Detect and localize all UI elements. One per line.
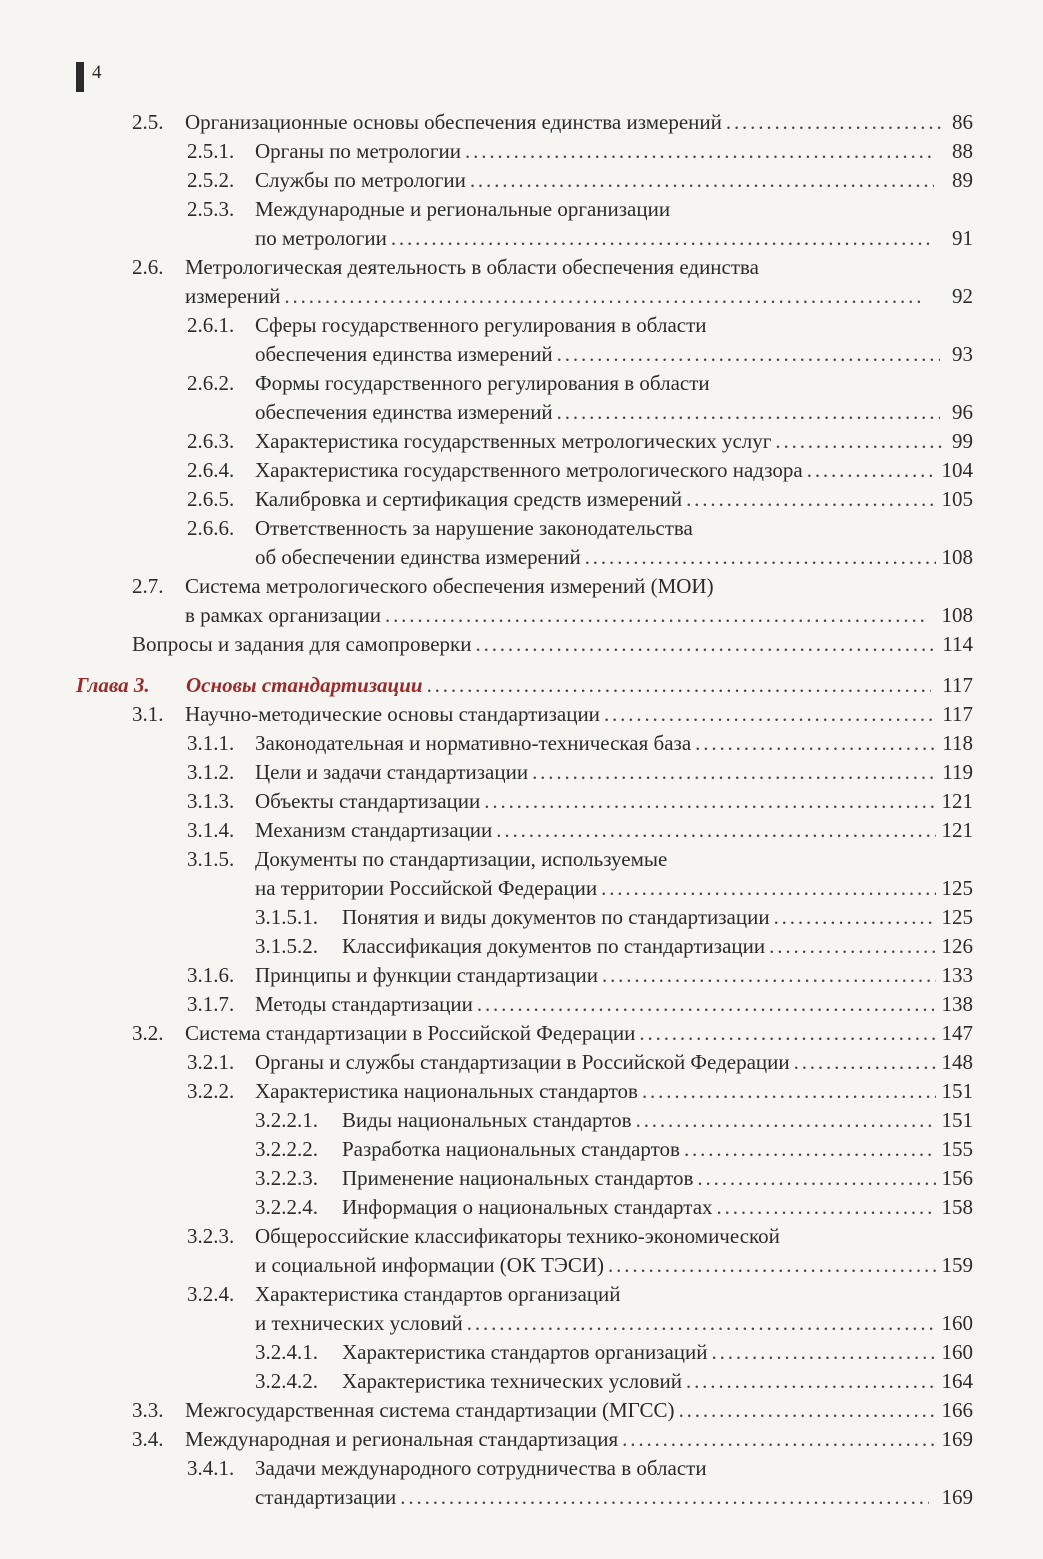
toc-entry-number: 3.2.2. bbox=[187, 1079, 235, 1103]
toc-entry-number: Глава 3. bbox=[76, 673, 150, 697]
dot-leader bbox=[465, 137, 933, 166]
toc-entry[interactable] bbox=[0, 700, 973, 729]
toc-entry-page-number: 155 bbox=[941, 1137, 973, 1161]
dot-leader bbox=[391, 224, 929, 253]
dot-leader bbox=[476, 630, 935, 659]
toc-entry[interactable] bbox=[0, 903, 973, 932]
dot-leader bbox=[484, 787, 935, 816]
dot-leader bbox=[477, 990, 934, 1019]
toc-entry-title-line: Законодательная и нормативно-техническая база bbox=[255, 731, 692, 755]
page-number: 4 bbox=[92, 62, 102, 83]
toc-entry-title-line: Понятия и виды документов по стандартизации bbox=[342, 905, 770, 929]
toc-entry[interactable] bbox=[0, 1077, 973, 1106]
toc-entry-title-line: Характеристика национальных стандартов bbox=[255, 1079, 638, 1103]
toc-entry-number: 3.2.2.2. bbox=[255, 1137, 318, 1161]
toc-entry-number: 3.2.2.3. bbox=[255, 1166, 318, 1190]
dot-leader bbox=[601, 874, 935, 903]
toc-entry-page-number: 121 bbox=[941, 818, 973, 842]
toc-entry[interactable] bbox=[0, 1338, 973, 1367]
dot-leader bbox=[726, 108, 946, 137]
dot-leader bbox=[557, 340, 940, 369]
toc-entry[interactable] bbox=[0, 630, 973, 659]
toc-entry-title-line: по метрологии bbox=[255, 226, 387, 250]
toc-entry-page-number: 169 bbox=[941, 1427, 973, 1451]
toc-entry-page-number: 160 bbox=[941, 1311, 973, 1335]
toc-entry-page-number: 117 bbox=[942, 673, 973, 697]
toc-entry-title-line: измерений bbox=[185, 284, 281, 308]
toc-entry-title-line: Научно-методические основы стандартизации bbox=[185, 702, 600, 726]
dot-leader bbox=[794, 1048, 936, 1077]
toc-entry-page-number: 105 bbox=[941, 487, 973, 511]
toc-entry-title-line: Метрологическая деятельность в области обеспечения единства bbox=[185, 255, 760, 279]
dot-leader bbox=[642, 1077, 936, 1106]
dot-leader bbox=[807, 456, 936, 485]
toc-entry-page-number: 121 bbox=[941, 789, 973, 813]
toc-entry-page-number: 148 bbox=[941, 1050, 973, 1074]
dot-leader bbox=[585, 543, 936, 572]
toc-entry-page-number: 86 bbox=[952, 110, 973, 134]
toc-entry-title-line: стандартизации bbox=[255, 1485, 397, 1509]
toc-entry[interactable] bbox=[0, 1106, 973, 1135]
toc-entry-title-line: Характеристика технических условий bbox=[342, 1369, 682, 1393]
toc-entry-number: 2.5. bbox=[132, 110, 164, 134]
toc-entry-title-line: Задачи международного сотрудничества в области bbox=[255, 1456, 707, 1480]
toc-entry-title-line: Документы по стандартизации, используемые bbox=[255, 847, 668, 871]
dot-leader bbox=[717, 1193, 936, 1222]
toc-entry-number: 3.1.1. bbox=[187, 731, 235, 755]
toc-entry[interactable] bbox=[0, 1425, 973, 1454]
toc-entry-number: 3.2.2.4. bbox=[255, 1195, 318, 1219]
toc-entry-title-line: Характеристика государственного метрологического надзора bbox=[255, 458, 803, 482]
toc-entry-number: 3.2.4.1. bbox=[255, 1340, 318, 1364]
dot-leader bbox=[639, 1019, 935, 1048]
toc-entry-title-line: Ответственность за нарушение законодательства bbox=[255, 516, 693, 540]
toc-entry-page-number: 133 bbox=[941, 963, 973, 987]
toc-entry-number: 3.2.4.2. bbox=[255, 1369, 318, 1393]
toc-entry-title-line: Международные и региональные организации bbox=[255, 197, 671, 221]
toc-entry-number: 2.6.2. bbox=[187, 371, 235, 395]
toc-entry[interactable] bbox=[0, 1396, 973, 1425]
toc-entry[interactable] bbox=[0, 485, 973, 514]
toc-entry[interactable] bbox=[0, 1164, 973, 1193]
toc-entry-number: 3.1.5. bbox=[187, 847, 235, 871]
toc-entry-number: 2.6.1. bbox=[187, 313, 235, 337]
dot-leader bbox=[427, 671, 931, 700]
toc-entry-title-line: Сферы государственного регулирования в области bbox=[255, 313, 707, 337]
toc-entry-title-line: Характеристика стандартов организаций bbox=[255, 1282, 621, 1306]
toc-entry[interactable] bbox=[0, 137, 973, 166]
toc-entry-page-number: 151 bbox=[941, 1079, 973, 1103]
dot-leader bbox=[697, 1164, 935, 1193]
toc-entry-page-number: 166 bbox=[941, 1398, 973, 1422]
toc-entry[interactable] bbox=[0, 758, 973, 787]
table-of-contents bbox=[0, 108, 1043, 1512]
toc-entry-number: 3.1.2. bbox=[187, 760, 235, 784]
dot-leader bbox=[712, 1338, 936, 1367]
toc-entry-title-line: на территории Российской Федерации bbox=[255, 876, 598, 900]
toc-entry[interactable] bbox=[0, 1454, 973, 1512]
toc-entry-page-number: 156 bbox=[941, 1166, 973, 1190]
toc-entry[interactable] bbox=[0, 572, 973, 630]
dot-leader bbox=[557, 398, 940, 427]
toc-entry[interactable] bbox=[0, 1019, 973, 1048]
toc-entry-title-line: об обеспечении единства измерений bbox=[255, 545, 581, 569]
toc-entry[interactable] bbox=[0, 729, 973, 758]
toc-entry-number: 3.1.5.2. bbox=[255, 934, 318, 958]
toc-entry-number: 3.1.4. bbox=[187, 818, 235, 842]
dot-leader bbox=[467, 1309, 934, 1338]
toc-entry-title-line: обеспечения единства измерений bbox=[255, 400, 553, 424]
toc-entry-page-number: 138 bbox=[941, 992, 973, 1016]
toc-entry-title-line: Информация о национальных стандартах bbox=[342, 1195, 713, 1219]
dot-leader bbox=[385, 601, 928, 630]
toc-entry-title-line: Механизм стандартизации bbox=[255, 818, 493, 842]
toc-entry-title-line: Цели и задачи стандартизации bbox=[255, 760, 529, 784]
toc-entry-page-number: 158 bbox=[941, 1195, 973, 1219]
toc-entry-title-line: Система метрологического обеспечения измерений (МОИ) bbox=[185, 574, 714, 598]
toc-entry-number: 2.6.3. bbox=[187, 429, 235, 453]
toc-entry-number: 3.2.3. bbox=[187, 1224, 235, 1248]
toc-entry[interactable] bbox=[0, 514, 973, 572]
toc-entry[interactable] bbox=[0, 1193, 973, 1222]
toc-entry-title-line: и социальной информации (ОК ТЭСИ) bbox=[255, 1253, 605, 1277]
toc-entry-title-line: Калибровка и сертификация средств измерений bbox=[255, 487, 683, 511]
chapter-gap bbox=[0, 659, 1043, 671]
toc-entry-number: 3.1.7. bbox=[187, 992, 235, 1016]
toc-entry-page-number: 164 bbox=[941, 1369, 973, 1393]
dot-leader bbox=[695, 729, 936, 758]
toc-entry-page-number: 108 bbox=[941, 545, 973, 569]
toc-entry-page-number: 147 bbox=[941, 1021, 973, 1045]
dot-leader bbox=[470, 166, 934, 195]
page-marker-bar bbox=[76, 62, 84, 92]
toc-entry-number: 3.2.1. bbox=[187, 1050, 235, 1074]
toc-entry-number: 3.4. bbox=[132, 1427, 164, 1451]
toc-entry[interactable] bbox=[0, 845, 973, 903]
toc-entry-number: 3.4.1. bbox=[187, 1456, 235, 1480]
toc-entry-title-line: Объекты стандартизации bbox=[255, 789, 481, 813]
dot-leader bbox=[636, 1106, 936, 1135]
toc-entry-number: 2.5.1. bbox=[187, 139, 235, 163]
toc-entry[interactable] bbox=[0, 456, 973, 485]
toc-entry[interactable] bbox=[0, 1367, 973, 1396]
toc-entry[interactable] bbox=[0, 1222, 973, 1280]
toc-entry-title-line: Система стандартизации в Российской Федерации bbox=[185, 1021, 636, 1045]
toc-entry-page-number: 159 bbox=[941, 1253, 973, 1277]
toc-entry-number: 3.1.5.1. bbox=[255, 905, 318, 929]
toc-entry[interactable] bbox=[0, 990, 973, 1019]
toc-entry-number: 2.7. bbox=[132, 574, 164, 598]
toc-entry-page-number: 126 bbox=[941, 934, 973, 958]
toc-entry-title-line: Характеристика стандартов организаций bbox=[342, 1340, 708, 1364]
toc-entry-page-number: 99 bbox=[952, 429, 973, 453]
toc-entry-title-line: Виды национальных стандартов bbox=[342, 1108, 632, 1132]
toc-entry-number: 3.3. bbox=[132, 1398, 164, 1422]
toc-entry[interactable] bbox=[0, 1135, 973, 1164]
toc-entry-page-number: 125 bbox=[941, 876, 973, 900]
toc-entry-page-number: 108 bbox=[941, 603, 973, 627]
toc-entry-number: 3.1.6. bbox=[187, 963, 235, 987]
toc-entry-title-line: Международная и региональная стандартизация bbox=[185, 1427, 619, 1451]
toc-entry-title-line: Классификация документов по стандартизации bbox=[342, 934, 766, 958]
toc-entry-number: 2.5.2. bbox=[187, 168, 235, 192]
toc-entry-title-line: в рамках организации bbox=[185, 603, 381, 627]
toc-entry-title-line: и технических условий bbox=[255, 1311, 463, 1335]
toc-entry-page-number: 114 bbox=[942, 632, 973, 656]
toc-entry-page-number: 118 bbox=[942, 731, 973, 755]
toc-entry[interactable] bbox=[0, 108, 973, 137]
toc-entry-number: 3.1. bbox=[132, 702, 164, 726]
dot-leader bbox=[608, 1251, 935, 1280]
dot-leader bbox=[684, 1135, 936, 1164]
toc-entry-page-number: 151 bbox=[941, 1108, 973, 1132]
toc-entry-page-number: 93 bbox=[952, 342, 973, 366]
dot-leader bbox=[622, 1425, 935, 1454]
toc-entry[interactable] bbox=[0, 1048, 973, 1077]
dot-leader bbox=[602, 961, 936, 990]
toc-chapter-entry[interactable] bbox=[0, 671, 973, 700]
toc-entry-number: 3.2.2.1. bbox=[255, 1108, 318, 1132]
toc-entry-title-line: Службы по метрологии bbox=[255, 168, 466, 192]
toc-entry-title-line: Общероссийские классификаторы технико-экономической bbox=[255, 1224, 780, 1248]
toc-entry[interactable] bbox=[0, 816, 973, 845]
toc-entry-page-number: 88 bbox=[952, 139, 973, 163]
toc-entry-title-line: Применение национальных стандартов bbox=[342, 1166, 694, 1190]
dot-leader bbox=[769, 932, 935, 961]
toc-entry-number: 2.6.4. bbox=[187, 458, 235, 482]
toc-entry-page-number: 160 bbox=[941, 1340, 973, 1364]
dot-leader bbox=[532, 758, 936, 787]
toc-entry-page-number: 117 bbox=[942, 702, 973, 726]
toc-entry-title-line: Органы по метрологии bbox=[255, 139, 462, 163]
toc-entry-title-line: обеспечения единства измерений bbox=[255, 342, 553, 366]
toc-entry-page-number: 119 bbox=[942, 760, 973, 784]
dot-leader bbox=[400, 1483, 929, 1512]
toc-entry-title-line: Методы стандартизации bbox=[255, 992, 473, 1016]
toc-entry-page-number: 92 bbox=[952, 284, 973, 308]
dot-leader bbox=[774, 903, 936, 932]
toc-entry-title-line: Основы стандартизации bbox=[186, 673, 423, 697]
toc-entry-page-number: 89 bbox=[952, 168, 973, 192]
toc-entry[interactable] bbox=[0, 166, 973, 195]
toc-entry-page-number: 169 bbox=[941, 1485, 973, 1509]
toc-entry-title-line: Принципы и функции стандартизации bbox=[255, 963, 598, 987]
toc-entry[interactable] bbox=[0, 369, 973, 427]
dot-leader bbox=[604, 700, 936, 729]
dot-leader bbox=[284, 282, 921, 311]
toc-entry-title-line: Органы и службы стандартизации в Российской Федерации bbox=[255, 1050, 790, 1074]
toc-entry-title-line: Межгосударственная система стандартизации (МГСС) bbox=[185, 1398, 675, 1422]
toc-entry[interactable] bbox=[0, 195, 973, 253]
toc-entry-number: 2.6. bbox=[132, 255, 164, 279]
toc-entry-number: 3.2.4. bbox=[187, 1282, 235, 1306]
toc-entry-title-line: Характеристика государственных метрологических услуг bbox=[255, 429, 772, 453]
toc-entry[interactable] bbox=[0, 961, 973, 990]
toc-entry-page-number: 104 bbox=[941, 458, 973, 482]
dot-leader bbox=[686, 485, 935, 514]
toc-entry-number: 2.6.5. bbox=[187, 487, 235, 511]
toc-entry-number: 2.5.3. bbox=[187, 197, 235, 221]
toc-entry[interactable] bbox=[0, 1280, 973, 1338]
dot-leader bbox=[496, 816, 935, 845]
toc-entry-number: 2.6.6. bbox=[187, 516, 235, 540]
toc-entry[interactable] bbox=[0, 253, 973, 311]
toc-entry-page-number: 91 bbox=[952, 226, 973, 250]
dot-leader bbox=[679, 1396, 936, 1425]
toc-entry[interactable] bbox=[0, 427, 973, 456]
toc-entry[interactable] bbox=[0, 932, 973, 961]
toc-entry-page-number: 96 bbox=[952, 400, 973, 424]
toc-entry-title-line: Формы государственного регулирования в области bbox=[255, 371, 710, 395]
toc-entry[interactable] bbox=[0, 311, 973, 369]
dot-leader bbox=[775, 427, 946, 456]
toc-entry-title-line: Вопросы и задания для самопроверки bbox=[132, 632, 472, 656]
toc-entry-number: 3.1.3. bbox=[187, 789, 235, 813]
toc-entry-title-line: Разработка национальных стандартов bbox=[342, 1137, 680, 1161]
toc-entry[interactable] bbox=[0, 787, 973, 816]
dot-leader bbox=[686, 1367, 936, 1396]
toc-entry-page-number: 125 bbox=[941, 905, 973, 929]
toc-entry-number: 3.2. bbox=[132, 1021, 164, 1045]
toc-entry-title-line: Организационные основы обеспечения единства измерений bbox=[185, 110, 722, 134]
